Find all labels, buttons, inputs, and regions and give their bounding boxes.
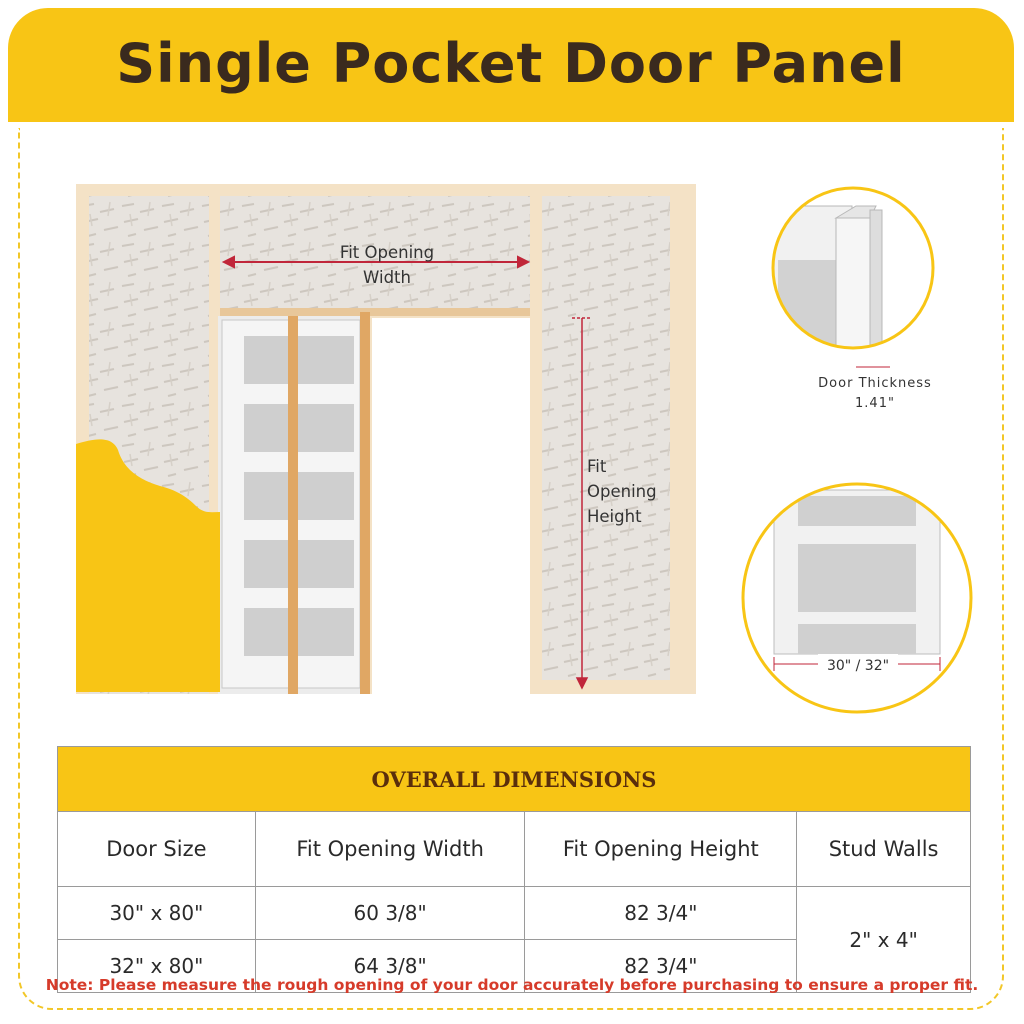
door-thickness-value: 1.41" bbox=[855, 396, 895, 411]
column-header: Fit Opening Width bbox=[255, 812, 525, 887]
fit-height-cell: 82 3/4" bbox=[525, 887, 797, 940]
door-opening bbox=[372, 318, 530, 694]
split-stud-1 bbox=[288, 316, 298, 694]
jamb-right bbox=[530, 308, 542, 694]
door-thickness-detail bbox=[770, 186, 936, 367]
door-thickness-label: Door Thickness bbox=[818, 376, 932, 391]
column-header: Door Size bbox=[58, 812, 256, 887]
right-wall-panel bbox=[542, 196, 670, 680]
page-title: Single Pocket Door Panel bbox=[116, 32, 906, 95]
fit-opening-height-label-line3: Height bbox=[587, 507, 642, 526]
stud-walls-cell: 2" x 4" bbox=[797, 887, 971, 993]
fit-opening-height-label-line2: Opening bbox=[587, 482, 657, 501]
column-header: Fit Opening Height bbox=[525, 812, 797, 887]
table-heading: OVERALL DIMENSIONS bbox=[58, 747, 971, 812]
table-row bbox=[58, 887, 971, 940]
door-width-label: 30" / 32" bbox=[826, 658, 890, 674]
table-header-row bbox=[58, 812, 971, 887]
dimensions-table bbox=[57, 746, 971, 993]
fit-width-cell: 64 3/8" bbox=[255, 940, 525, 993]
fit-width-cell: 60 3/8" bbox=[255, 887, 525, 940]
door-size-cell: 32" x 80" bbox=[58, 940, 256, 993]
door-size-cell: 30" x 80" bbox=[58, 887, 256, 940]
fit-opening-width-label-line1: Fit Opening bbox=[339, 243, 435, 262]
fit-opening-height-label-line1: Fit bbox=[587, 457, 607, 476]
split-stud-2 bbox=[360, 312, 370, 694]
header-beam bbox=[220, 308, 530, 316]
door-width-detail bbox=[742, 484, 972, 714]
table-heading-row bbox=[58, 747, 971, 812]
fit-height-cell: 82 3/4" bbox=[525, 940, 797, 993]
fit-opening-width-label-line2: Width bbox=[363, 268, 411, 287]
column-header: Stud Walls bbox=[797, 812, 971, 887]
purchase-note: Note: Please measure the rough opening of your door accurately before purchasing to ensure a proper fit. bbox=[45, 976, 979, 994]
